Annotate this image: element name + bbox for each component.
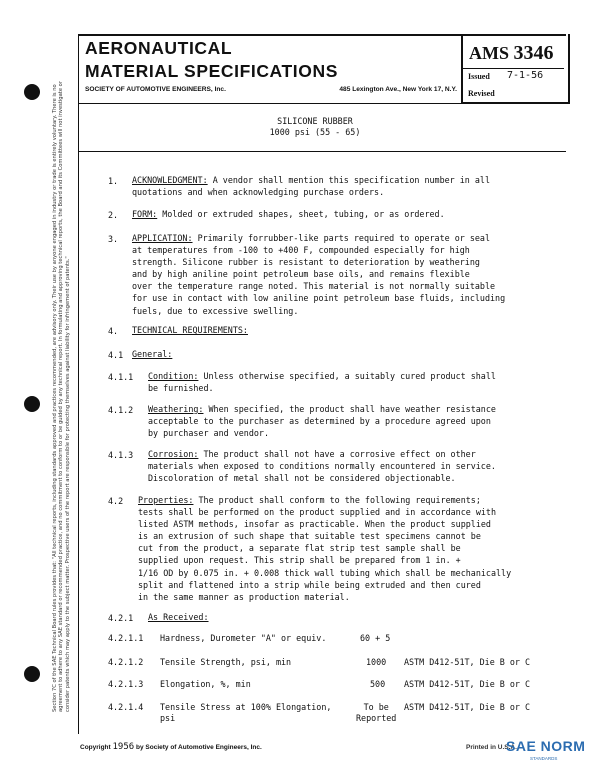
text-line: listed ASTM methods, insofar as practicable. When the product supplied	[138, 519, 491, 530]
section-form	[132, 208, 445, 220]
section-heading: ACKNOWLEDGMENT:	[132, 175, 208, 185]
revised-label: Revised	[468, 89, 495, 98]
row-label-line: Tensile Stress at 100% Elongation,	[160, 702, 332, 712]
text-line: quotations and when acknowledging purchase orders.	[132, 187, 385, 198]
text-line: tests shall be performed on the product supplied and in accordance with	[138, 507, 496, 518]
printed-in: Printed in U.S.A.	[466, 744, 517, 751]
section-number: 1.	[108, 176, 119, 186]
section-heading: General:	[132, 349, 173, 359]
row-method: ASTM D412-51T, Die B or C	[404, 679, 531, 689]
section-number: 3.	[108, 234, 119, 244]
text-line: When specified, the product shall have weather resistance	[208, 404, 496, 414]
row-label-line: psi	[160, 713, 176, 723]
section-acknowledgment	[132, 174, 490, 198]
text-line: supplied upon request. This strip shall be prepared from 1 in. +	[138, 555, 461, 566]
copyright-label: Copyright	[80, 744, 111, 751]
title-line2: MATERIAL SPECIFICATIONS	[85, 61, 338, 81]
row-label: Elongation, %, min	[160, 679, 251, 689]
text-line: Molded or extruded shapes, sheet, tubing, or as ordered.	[162, 209, 445, 219]
section-properties	[138, 494, 511, 603]
issued-date: 7-1-56	[507, 70, 544, 81]
ams-digits: 3346	[513, 42, 554, 64]
section-condition	[148, 370, 496, 394]
material-title: SILICONE RUBBER	[277, 116, 353, 126]
text-line: fuels, due to excessive swelling.	[132, 305, 299, 316]
section-number: 4.1.2	[108, 405, 134, 415]
material-grade: 1000 psi (55 - 65)	[269, 127, 361, 137]
issued-label: Issued	[468, 72, 490, 81]
text-line: A vendor shall mention this specification number in all	[212, 175, 491, 185]
row-number: 4.2.1.3	[108, 679, 144, 689]
text-line: cut from the product, a separate flat strip test sample shall be	[138, 543, 461, 554]
watermark-subtext: STANDARDS	[530, 756, 558, 761]
frame-left-rule	[78, 34, 79, 734]
text-line: The product shall conform to the following requirements;	[198, 495, 481, 505]
text-line: and by high aniline point petroleum base oils, and remains flexible	[132, 269, 470, 280]
section-heading: APPLICATION:	[132, 233, 193, 243]
section-heading: As Received:	[148, 612, 209, 622]
text-line: over the temperature range noted. This material is not normally suitable	[132, 281, 496, 292]
text-line: for use in contact with low aniline point petroleum base fluids, including	[132, 293, 506, 304]
section-heading: FORM:	[132, 209, 158, 219]
row-label: Hardness, Durometer "A" or equiv.	[160, 633, 327, 643]
header-bottom-rule	[78, 103, 462, 104]
copyright-year: 1956	[112, 742, 135, 752]
legal-notice: Section 7C of the SAE Technical Board rules provides that: "All technical reports, including standards approved and practices recommended, are advisory only. Their use by anyone engaged in industry or trade is entirely voluntary. There is no agreement to adhere to any SAE standard or recommended practice, and no commitment to conform to or be guided by any technical report. In formulating and approving technical reports, the Board and its Committees will not investigate or consider patents which may apply to the subject matter. Prospective users of the report are responsible for protecting themselves against liability for infringement of patents."	[52, 81, 71, 712]
row-value-line: To be	[363, 702, 389, 712]
punch-hole	[24, 666, 40, 682]
section-heading: Weathering:	[148, 404, 204, 414]
section-application	[132, 232, 505, 317]
text-line: Unless otherwise specified, a suitably cured product shall	[203, 371, 496, 381]
section-corrosion	[148, 448, 496, 484]
section-number: 4.2.1	[108, 613, 134, 623]
text-line: split and flattened into a strip while being extruded and then cured	[138, 579, 481, 590]
copyright-line	[80, 742, 262, 752]
text-line: materials when exposed to conditions normally encountered in service.	[148, 461, 496, 472]
row-method: ASTM D412-51T, Die B or C	[404, 657, 531, 667]
text-line: at temperatures from -100 to +400 F, compounded especially for high	[132, 245, 470, 256]
row-label	[160, 702, 331, 724]
section-number: 4.	[108, 326, 119, 336]
text-line: be furnished.	[148, 383, 214, 394]
ams-separator	[463, 68, 564, 69]
society-address: 485 Lexington Ave., New York 17, N.Y.	[339, 86, 457, 93]
text-line: Discoloration of metal shall not be considered objectionable.	[148, 473, 456, 484]
section-heading: Condition:	[148, 371, 199, 381]
punch-hole	[24, 396, 40, 412]
copyright-holder: by Society of Automotive Engineers, Inc.	[136, 744, 262, 751]
section-number: 4.2	[108, 496, 124, 506]
watermark-logo: SAE NORM	[506, 738, 586, 754]
society-name: SOCIETY OF AUTOMOTIVE ENGINEERS, Inc.	[85, 86, 226, 93]
section-heading: Corrosion:	[148, 449, 199, 459]
text-line: strength. Silicone rubber is resistant to deterioration by weathering	[132, 257, 480, 268]
row-number: 4.2.1.2	[108, 657, 144, 667]
society-line	[85, 86, 457, 93]
text-line: The product shall not have a corrosive effect on other	[203, 449, 476, 459]
row-value: 60 + 5	[360, 633, 391, 643]
title-line1: AERONAUTICAL	[85, 38, 233, 58]
row-value: 1000	[366, 657, 387, 667]
row-label: Tensile Strength, psi, min	[160, 657, 292, 667]
section-weathering	[148, 403, 496, 439]
text-line: Primarily forrubber-like parts required to operate or seal	[197, 233, 491, 243]
row-number: 4.2.1.4	[108, 702, 144, 712]
ams-number	[469, 42, 554, 65]
text-line: by purchaser and vendor.	[148, 428, 270, 439]
ams-prefix: AMS	[469, 43, 509, 63]
section-number: 4.1.1	[108, 372, 134, 382]
row-value-line: Reported	[356, 713, 397, 723]
row-value	[356, 702, 396, 724]
text-line: in the same manner as production material.	[138, 591, 350, 602]
row-value: 500	[370, 679, 386, 689]
section-number: 2.	[108, 210, 119, 220]
section-number: 4.1.3	[108, 450, 134, 460]
ams-box	[461, 34, 570, 104]
section-number: 4.1	[108, 350, 124, 360]
section-heading: TECHNICAL REQUIREMENTS:	[132, 325, 248, 335]
row-method: ASTM D412-51T, Die B or C	[404, 702, 531, 712]
text-line: acceptable to the purchaser as determined by a procedure agreed upon	[148, 416, 491, 427]
punch-hole	[24, 84, 40, 100]
section-heading: Properties:	[138, 495, 194, 505]
text-line: 1/16 OD by 0.075 in. + 0.008 thick wall tubing which shall be mechanically	[138, 567, 512, 578]
subtitle-rule	[78, 151, 566, 152]
text-line: is an extrusion of such shape that suitable test specimens cannot be	[138, 531, 481, 542]
row-number: 4.2.1.1	[108, 633, 144, 643]
